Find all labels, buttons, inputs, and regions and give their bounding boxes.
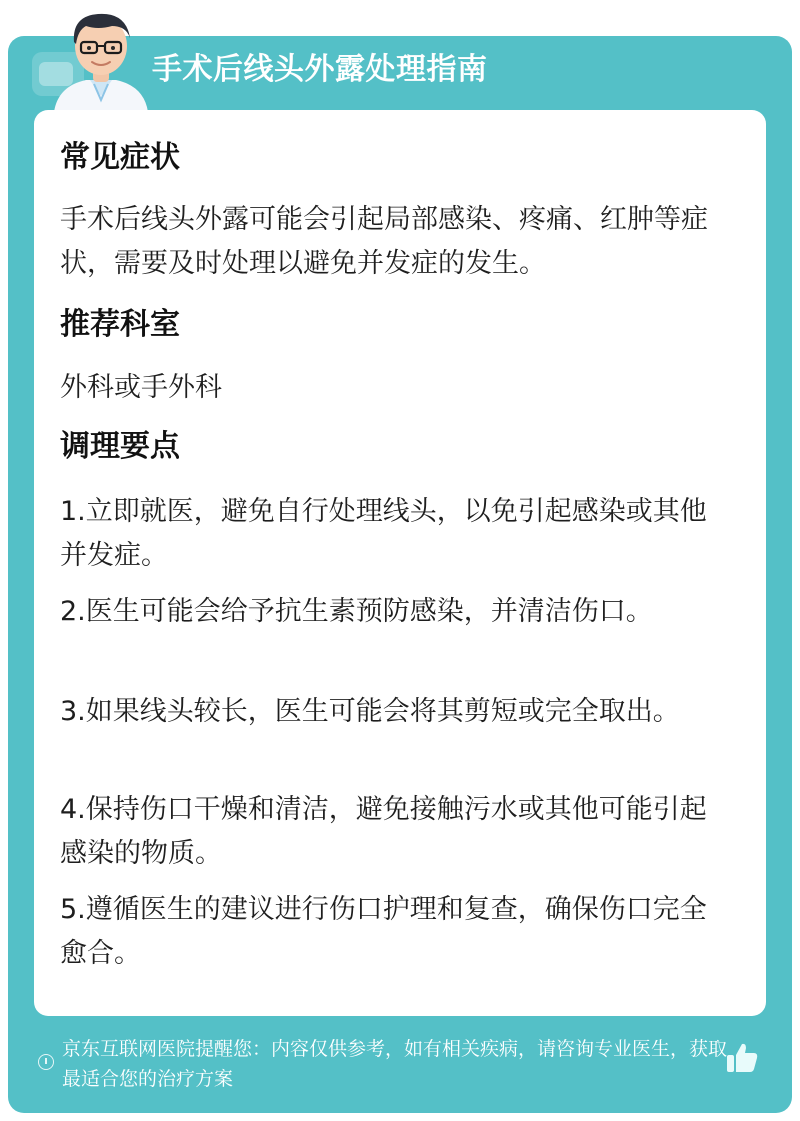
care-point-item: 3.如果线头较长，医生可能会将其剪短或完全取出。: [60, 696, 680, 727]
footer-disclaimer: 京东互联网医院提醒您：内容仅供参考，如有相关疾病，请咨询专业医生，获取最适合您的治疗方案: [62, 1038, 728, 1090]
section-title-care-points: 调理要点: [60, 429, 180, 464]
symptoms-text: 手术后线头外露可能会引起局部感染、疼痛、红肿等症状，需要及时处理以避免并发症的发生。: [60, 204, 708, 279]
page-title: 手术后线头外露处理指南: [152, 52, 488, 87]
care-point-item: 2.医生可能会给予抗生素预防感染，并清洁伤口。: [60, 596, 653, 627]
section-title-department: 推荐科室: [60, 307, 180, 342]
section-title-symptoms: 常见症状: [60, 140, 180, 175]
info-icon: [38, 1054, 54, 1070]
care-point-item: 5.遵循医生的建议进行伤口护理和复查，确保伤口完全愈合。: [60, 894, 707, 969]
department-text: 外科或手外科: [60, 372, 222, 403]
care-point-item: 1.立即就医，避免自行处理线头，以免引起感染或其他并发症。: [60, 496, 707, 571]
thumbs-up-icon[interactable]: [724, 1040, 760, 1076]
care-point-item: 4.保持伤口干燥和清洁，避免接触污水或其他可能引起感染的物质。: [60, 794, 707, 869]
doctor-avatar-icon: [46, 4, 156, 112]
